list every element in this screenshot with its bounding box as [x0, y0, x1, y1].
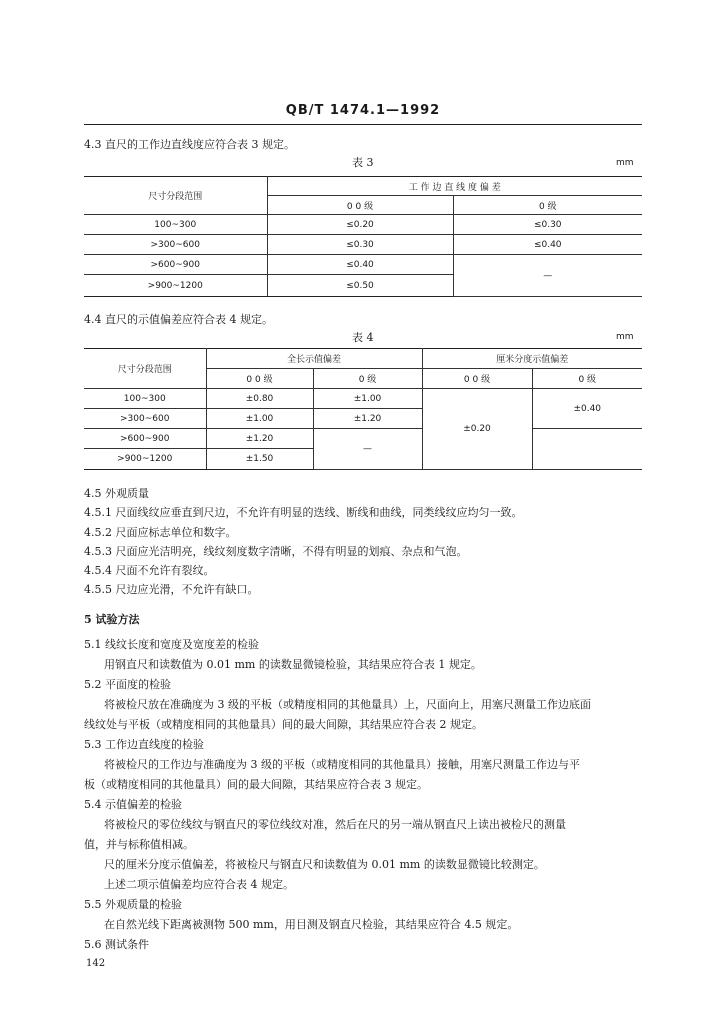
section-4-5-4: 4.5.4 尺面不允许有裂纹。: [84, 564, 215, 577]
table3-unit: mm: [616, 158, 634, 168]
table4-col-00: 0 0 级: [206, 369, 313, 389]
section-5-3: 5.3 工作边直线度的检验: [84, 738, 204, 751]
table3-col-00: 0 0 级: [267, 196, 453, 215]
table3-dash: —: [453, 255, 642, 297]
table3-value-00: ≤0.50: [267, 275, 453, 297]
table-row: [84, 235, 642, 255]
table4-value-00: ±1.20: [206, 429, 313, 449]
table-row: [84, 429, 642, 449]
table3-caption: 表 3: [352, 156, 374, 169]
table4-range: >900~1200: [84, 449, 206, 470]
section-4-5-1: 4.5.1 尺面线纹应垂直到尺边，不允许有明显的迭线、断线和曲线，同类线纹应均匀一致。: [84, 506, 523, 519]
section-4-5-3: 4.5.3 尺面应光洁明亮，线纹刻度数字清晰，不得有明显的划痕、杂点和气泡。: [84, 545, 468, 558]
section-4-4: 4.4 直尺的示值偏差应符合表 4 规定。: [84, 313, 273, 326]
section-5-4: 5.4 示值偏差的检验: [84, 798, 182, 811]
section-4-3: 4.3 直尺的工作边直线度应符合表 3 规定。: [84, 138, 295, 151]
section-5: 5 试验方法: [84, 613, 140, 626]
table4-dash: —: [313, 429, 422, 470]
table3-value-0: ≤0.30: [453, 215, 642, 235]
table3-range: >600~900: [84, 255, 267, 275]
table3-col-0: 0 级: [453, 196, 642, 215]
table3-range: >300~600: [84, 235, 267, 255]
table-row: [84, 389, 642, 409]
table4-value-0: ±1.20: [313, 409, 422, 429]
table4-value-00: ±1.00: [206, 409, 313, 429]
table-3: [84, 176, 642, 297]
document-header: QB/T 1474.1—1992: [285, 103, 441, 118]
section-4-5: 4.5 外观质量: [84, 487, 149, 500]
paragraph: 在自然光线下距离被测物 500 mm，用目测及钢直尺检验，其结果应符合 4.5 规定。: [104, 918, 519, 931]
table4-col-range: 尺寸分段范围: [84, 349, 206, 389]
table4-unit: mm: [616, 332, 634, 342]
table-row: [84, 255, 642, 275]
table4-group-full-length: 全长示值偏差: [206, 349, 422, 369]
table4-cm-00: ±0.20: [422, 389, 532, 470]
table3-value-00: ≤0.30: [267, 235, 453, 255]
table4-value-00: ±0.80: [206, 389, 313, 409]
table3-value-0: ≤0.40: [453, 235, 642, 255]
section-5-5: 5.5 外观质量的检验: [84, 898, 182, 911]
paragraph: 将被检尺放在准确度为 3 级的平板（或精度相同的其他量具）上，尺面向上，用塞尺测量工作边底面: [104, 698, 591, 711]
page-number: 142: [86, 958, 106, 969]
table3-value-00: ≤0.40: [267, 255, 453, 275]
table3-range: 100~300: [84, 215, 267, 235]
table4-col-cm-00: 0 0 级: [422, 369, 532, 389]
table3-col-range: 尺寸分段范围: [84, 177, 267, 215]
paragraph: 将被检尺的工作边与准确度为 3 级的平板（或精度相同的其他量具）接触，用塞尺测量工作边与平: [104, 758, 580, 771]
table4-range: 100~300: [84, 389, 206, 409]
table-4: [84, 348, 642, 470]
section-5-6: 5.6 测试条件: [84, 938, 149, 951]
paragraph: 值，并与标称值相减。: [84, 838, 194, 851]
table4-cm-0: ±0.40: [532, 389, 642, 429]
table4-cm-blank: [532, 429, 642, 470]
table4-col-cm-0: 0 级: [532, 369, 642, 389]
table4-range: >600~900: [84, 429, 206, 449]
section-4-5-2: 4.5.2 尺面应标志单位和数字。: [84, 526, 237, 539]
section-5-2: 5.2 平面度的检验: [84, 678, 171, 691]
table4-range: >300~600: [84, 409, 206, 429]
paragraph: 线纹处与平板（或精度相同的其他量具）间的最大间隙，其结果应符合表 2 规定。: [84, 718, 483, 731]
paragraph: 板（或精度相同的其他量具）间的最大间隙，其结果应符合表 3 规定。: [84, 778, 428, 791]
paragraph: 用钢直尺和读数值为 0.01 mm 的读数显微镜检验，其结果应符合表 1 规定。: [104, 658, 482, 671]
table4-caption: 表 4: [352, 331, 374, 344]
table4-value-00: ±1.50: [206, 449, 313, 470]
header-rule: [84, 124, 642, 125]
table-row: [84, 215, 642, 235]
table4-group-cm: 厘米分度示值偏差: [422, 349, 642, 369]
paragraph: 将被检尺的零位线纹与钢直尺的零位线纹对准，然后在尺的另一端从钢直尺上读出被检尺的测量: [104, 818, 566, 831]
table3-value-00: ≤0.20: [267, 215, 453, 235]
section-5-1: 5.1 线纹长度和宽度及宽度差的检验: [84, 638, 259, 651]
table3-col-group: 工 作 边 直 线 度 偏 差: [267, 177, 642, 196]
section-4-5-5: 4.5.5 尺边应光滑，不允许有缺口。: [84, 583, 259, 596]
paragraph: 尺的厘米分度示值偏差，将被检尺与钢直尺和读数值为 0.01 mm 的读数显微镜比较测定。: [104, 858, 545, 871]
table4-value-0: ±1.00: [313, 389, 422, 409]
paragraph: 上述二项示值偏差均应符合表 4 规定。: [104, 878, 294, 891]
table3-range: >900~1200: [84, 275, 267, 297]
table4-col-0: 0 级: [313, 369, 422, 389]
